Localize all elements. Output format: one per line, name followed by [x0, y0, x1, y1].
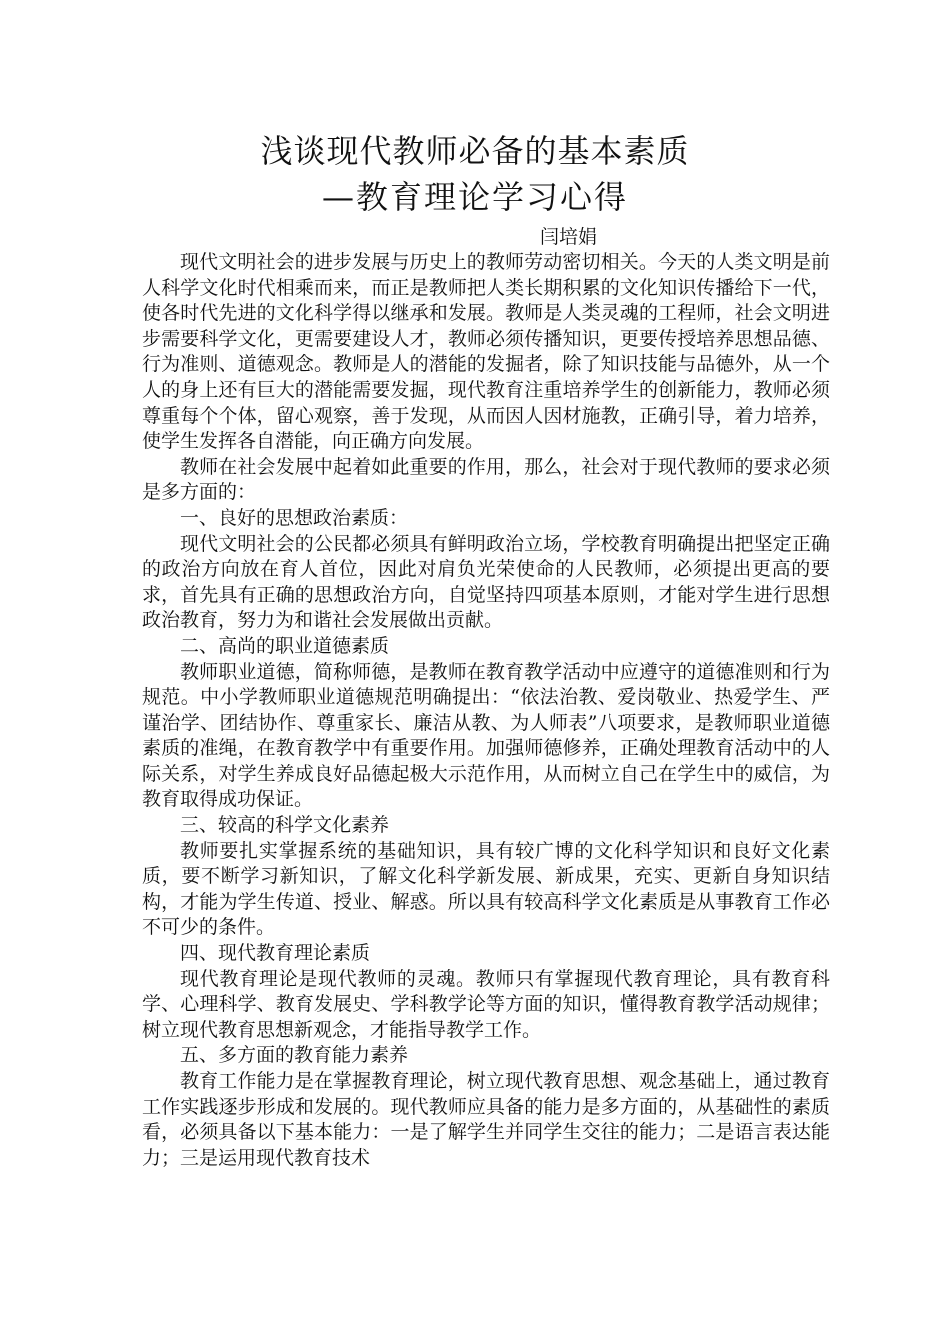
section-heading-4: 四、现代教育理论素质 — [180, 942, 371, 965]
section-body-1: 现代文明社会的公民都必须具有鲜明政治立场，学校教育明确提出把坚定正确的政治方向放在育人首位，因此对肩负光荣使命的人民教师，必须提出更高的要求，首先具有正确的思想政治方向，自觉坚持四项基本原则，才能对学生进行思想政治教育，努力为和谐社会发展做出贡献。 — [142, 532, 830, 632]
section-body-3: 教师要扎实掌握系统的基础知识，具有较广博的文化科学知识和良好文化素质，要不断学习新知识，了解文化科学新发展、新成果，充实、更新自身知识结构，才能为学生传道、授业、解惑。所以具有较高科学文化素质是从事教育工作必不可少的条件。 — [142, 839, 830, 939]
section-body-4: 现代教育理论是现代教师的灵魂。教师只有掌握现代教育理论，具有教育科学、心理科学、教育发展史、学科教学论等方面的知识，懂得教育教学活动规律；树立现代教育思想新观念，才能指导教学工作。 — [142, 967, 830, 1041]
paragraph-requirements: 教师在社会发展中起着如此重要的作用，那么，社会对于现代教师的要求必须是多方面的： — [142, 455, 830, 504]
author-name: 闫培娟 — [540, 226, 598, 248]
document-title: 浅谈现代教师必备的基本素质 — [260, 132, 690, 170]
section-heading-2: 二、高尚的职业道德素质 — [180, 634, 390, 657]
title-block — [0, 128, 950, 220]
section-body-5: 教育工作能力是在掌握教育理论，树立现代教育思想、观念基础上，通过教育工作实践逐步形成和发展的。现代教师应具备的能力是多方面的，从基础性的素质看，必须具备以下基本能力：一是了解学生并同学生交往的能力；二是语言表达能力；三是运用现代教育技术 — [142, 1070, 830, 1169]
document-body — [142, 250, 830, 1171]
section-heading-1: 一、良好的思想政治素质： — [180, 506, 409, 529]
section-heading-5: 五、多方面的教育能力素养 — [180, 1044, 409, 1067]
section-body-2: 教师职业道德，简称师德，是教师在教育教学活动中应遵守的道德准则和行为规范。中小学教师职业道德规范明确提出：“依法治教、爱岗敬业、热爱学生、严谨治学、团结协作、尊重家长、廉洁从教、为人师表”八项要求，是教师职业道德素质的准绳，在教育教学中有重要作用。加强师德修养，正确处理教育活动中的人际关系，对学生养成良好品德起极大示范作用，从而树立自己在学生中的威信，为教育取得成功保证。 — [142, 660, 830, 811]
document-subtitle: —教育理论学习心得 — [321, 178, 628, 216]
paragraph-intro: 现代文明社会的进步发展与历史上的教师劳动密切相关。今天的人类文明是前人科学文化时代相乘而来，而正是教师把人类长期积累的文化知识传播给下一代，使各时代先进的文化科学得以继承和发展。教师是人类灵魂的工程师，社会文明进步需要科学文化，更需要建设人才，教师必须传播知识，更要传授培养思想品德、行为准则、道德观念。教师是人的潜能的发掘者，除了知识技能与品德外，从一个人的身上还有巨大的潜能需要发掘，现代教育注重培养学生的创新能力，教师必须尊重每个个体，留心观察，善于发现，从而因人因材施教，正确引导，着力培养，使学生发挥各自潜能，向正确方向发展。 — [142, 251, 830, 453]
section-heading-3: 三、较高的科学文化素养 — [180, 814, 390, 837]
